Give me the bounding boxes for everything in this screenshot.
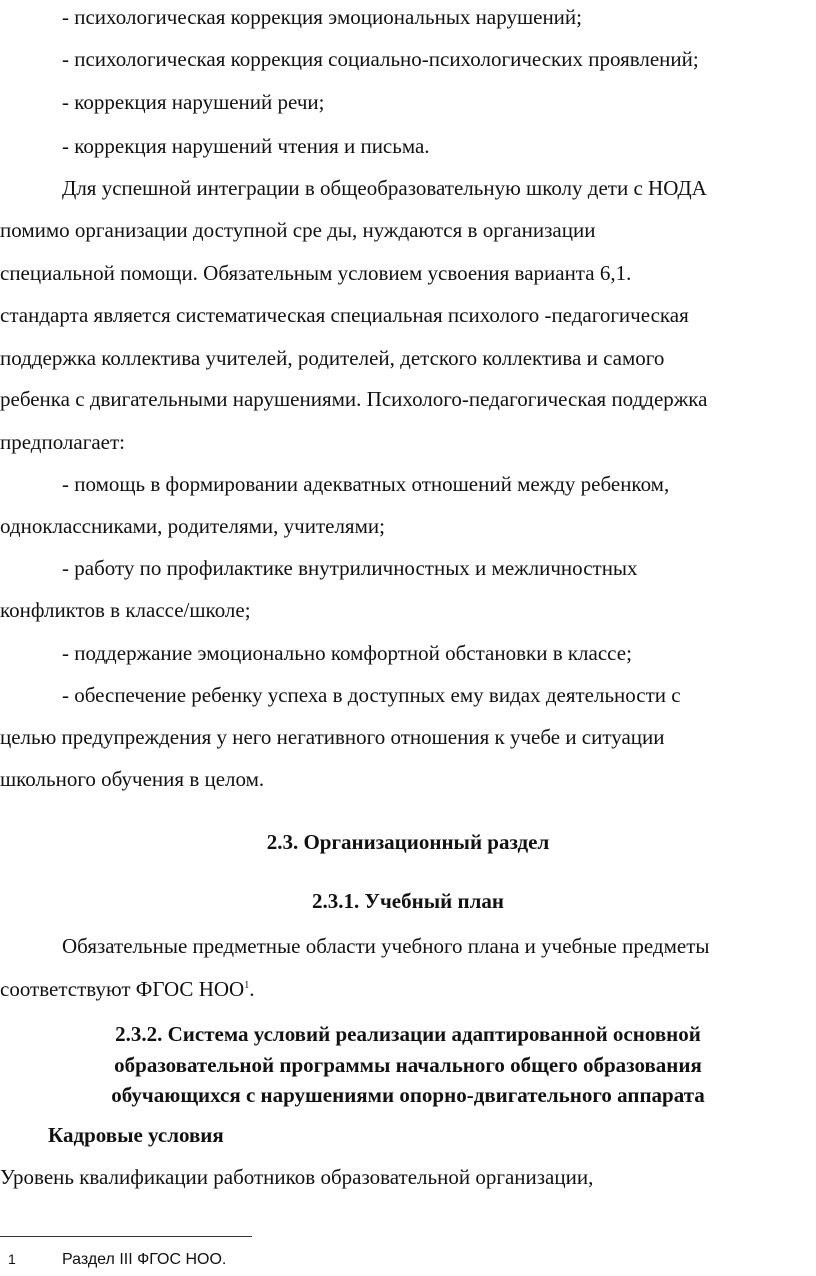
list-item-line: - обеспечение ребенку успеха в доступных ему видах деятельности с [62, 683, 681, 707]
body-line: - коррекция нарушений речи; [62, 90, 325, 114]
body-line: целью предупреждения у него негативного отношения к учебе и ситуации [0, 725, 665, 749]
body-line: Обязательные предметные области учебного плана и учебные предметы [62, 934, 710, 958]
section-heading: 2.3. Организационный раздел [266, 830, 550, 854]
list-item-line: - работу по профилактике внутриличностных и межличностных [62, 556, 638, 580]
body-line [0, 976, 254, 1002]
footnote-text: Раздел III ФГОС НОО. [62, 1251, 227, 1268]
list-item-line: - помощь в формировании адекватных отношений между ребенком, [62, 472, 670, 496]
body-text: . [249, 977, 255, 1001]
body-line: поддержка коллектива учителей, родителей, детского коллектива и самого [0, 346, 665, 370]
body-line: предполагает: [0, 430, 125, 454]
body-line: - психологическая коррекция эмоциональных нарушений; [62, 5, 582, 29]
body-line: ребенка с двигательными нарушениями. Психолого-педагогическая поддержка [0, 387, 708, 411]
list-item-line: - поддержание эмоционально комфортной обстановки в классе; [62, 641, 632, 665]
body-line: помимо организации доступной сре ды, нуждаются в организации [0, 218, 596, 242]
subsection-heading-line: 2.3.2. Система условий реализации адаптированной основной [115, 1022, 701, 1046]
body-line: одноклассниками, родителями, учителями; [0, 514, 385, 538]
staff-heading: Кадровые условия [48, 1123, 224, 1147]
footnote-reference[interactable]: 1 [244, 980, 250, 991]
body-line: стандарта является систематическая специальная психолого -педагогическая [0, 303, 689, 327]
subsection-heading: 2.3.1. Учебный план [312, 889, 504, 913]
body-line: - психологическая коррекция социально-психологических проявлений; [62, 47, 699, 71]
body-line: конфликтов в классе/школе; [0, 598, 251, 622]
footnote-number: 1 [8, 1251, 16, 1267]
subsection-heading-line: образовательной программы начального общего образования [114, 1053, 702, 1077]
subsection-heading-line: обучающихся с нарушениями опорно-двигательного аппарата [111, 1083, 705, 1107]
body-line: Уровень квалификации работников образовательной организации, [0, 1165, 594, 1189]
body-line: - коррекция нарушений чтения и письма. [62, 134, 430, 158]
body-text: соответствуют ФГОС НОО [0, 977, 245, 1001]
footnote-separator [0, 1236, 252, 1237]
body-line: специальной помощи. Обязательным условием усвоения варианта 6,1. [0, 261, 632, 285]
body-line: школьного обучения в целом. [0, 767, 265, 791]
paragraph-first-line: Для успешной интеграции в общеобразовательную школу дети с НОДА [62, 176, 707, 200]
